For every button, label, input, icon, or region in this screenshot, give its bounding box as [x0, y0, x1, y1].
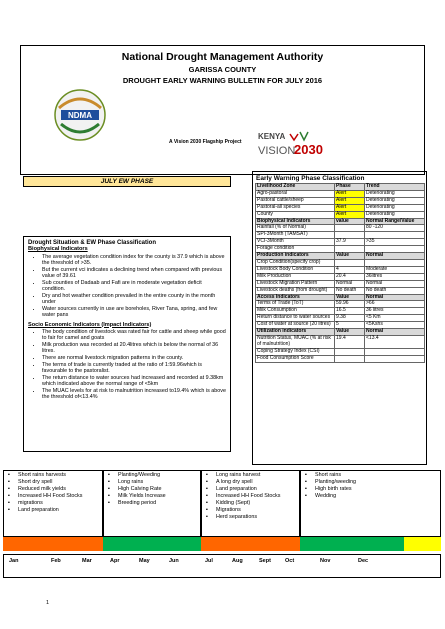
- table-cell: Deteriorating: [365, 197, 425, 204]
- list-item: ▪ Planting/Weeding: [118, 472, 198, 479]
- season-column: [300, 470, 441, 537]
- list-item: • But the current vci indicates a declining trend when compared with previous value of 39.61: [42, 267, 226, 280]
- list-item: ▪ migrations: [18, 500, 100, 507]
- table-cell: Livestock Body Condition: [256, 266, 335, 273]
- table-cell: VCI-3Month: [256, 239, 335, 246]
- season-bar-yellow: [404, 537, 441, 551]
- table-cell: 80 -120: [365, 225, 425, 232]
- list-item: • The MUAC levels for at risk to malnutrition increased to19.4% which is above the threshold of<13.4%: [42, 388, 226, 401]
- table-cell: Milk Consumption: [256, 308, 335, 315]
- table-cell: 20.4: [335, 273, 365, 280]
- seasonal-calendar: [3, 470, 441, 578]
- vision-logo-vision: VISION: [258, 145, 296, 157]
- table-cell: Alert: [335, 190, 365, 197]
- month-row: [3, 554, 441, 578]
- list-item: ▪ Short rains: [315, 472, 438, 479]
- list-item: • The return distance to water sources had increased and recorded at 9.38km which indicated above the normal range of <5km: [42, 375, 226, 388]
- list-item: • The terms of trade is currently traded at the ratio of 1:59.96which is favourable to the pastoralist.: [42, 362, 226, 375]
- table-cell: Milk Production: [256, 273, 335, 280]
- table-cell: Moderate: [365, 266, 425, 273]
- table-cell: Coping Strategy Index (CSI): [256, 348, 335, 355]
- table-cell: Deteriorating: [365, 190, 425, 197]
- ew-phase-banner: JULY EW PHASE: [23, 176, 231, 187]
- table-cell: Value: [335, 294, 365, 301]
- table-cell: 4: [335, 266, 365, 273]
- list-item: • Dry and hot weather condition prevailed in the entire county in the month under: [42, 293, 226, 306]
- table-cell: Livelihood Zone: [256, 184, 335, 191]
- table-cell: Alert: [335, 204, 365, 211]
- list-item: ▪ A long dry spell: [216, 479, 297, 486]
- list-item: • Milk production was recorded at 20.4litres which is below the normal of 36 litres.: [42, 342, 226, 355]
- table-cell: Pastoral cattle/sheep: [256, 197, 335, 204]
- month-label: Nov: [320, 558, 331, 564]
- table-cell: Livestock deaths (from drought): [256, 287, 335, 294]
- table-cell: Utilization indicators: [256, 329, 335, 336]
- table-cell: Normal: [365, 294, 425, 301]
- table-cell: value: [335, 218, 365, 225]
- table-cell: Phase: [335, 184, 365, 191]
- season-bar-green: [300, 537, 404, 551]
- table-cell: Return distance to water sources: [256, 315, 335, 322]
- table-cell: Deteriorating: [365, 204, 425, 211]
- table-cell: <5Kshs: [365, 322, 425, 329]
- list-item: ▪ Planting/weeding: [315, 479, 438, 486]
- table-cell: Normal Range/Value: [365, 218, 425, 225]
- table-cell: Nutrition Status, MUAC (% at risk of malnutrition): [256, 335, 335, 348]
- page-number: 1: [46, 600, 50, 606]
- table-cell: Alert: [335, 197, 365, 204]
- table-cell: Forage condition: [256, 246, 335, 253]
- list-item: ▪ Kidding (Sept): [216, 500, 297, 507]
- authority-title: National Drought Management Authority: [121, 51, 324, 63]
- list-item: ▪ Wedding: [315, 493, 438, 500]
- biophysical-title: Biophysical Indicators: [28, 246, 88, 253]
- list-item: • Sub counties of Dadaab and Fafi are in moderate vegetation deficit condition.: [42, 280, 226, 293]
- table-cell: Deteriorating: [365, 211, 425, 218]
- table-cell: Crop Condition(specify crop): [256, 259, 335, 266]
- vision-2030-logo: [256, 126, 328, 162]
- table-cell: Livestock Migration Pattern: [256, 280, 335, 287]
- table-cell: [335, 355, 365, 362]
- month-label: Oct: [285, 558, 295, 564]
- list-item: ▪ Breeding period: [118, 500, 198, 507]
- table-cell: Value: [335, 253, 365, 260]
- list-item: ▪ Land preparation: [18, 507, 100, 514]
- month-label: Jan: [9, 558, 19, 564]
- month-label: Mar: [82, 558, 92, 564]
- table-cell: No death: [365, 287, 425, 294]
- table-cell: [335, 259, 365, 266]
- list-item: ▪ High birth rates: [315, 486, 438, 493]
- table-cell: >66: [365, 301, 425, 308]
- month-label: Sept: [259, 558, 271, 564]
- table-cell: 59.96: [335, 301, 365, 308]
- list-item: • Water sources currently in use are boreholes, River Tana, spring, and few water pans: [42, 306, 226, 319]
- ndma-logo: [53, 88, 107, 142]
- month-label: Jul: [205, 558, 213, 564]
- table-cell: Cost of water at source (20 litres): [256, 322, 335, 329]
- month-label: May: [139, 558, 150, 564]
- table-cell: [335, 225, 365, 232]
- table-cell: Biophysical Indicators: [256, 218, 335, 225]
- bulletin-title: DROUGHT EARLY WARNING BULLETIN FOR JULY 2016: [122, 76, 323, 85]
- ndma-logo-text: NDMA: [68, 111, 92, 120]
- season-bar-orange: [201, 537, 300, 551]
- month-label: Jun: [169, 558, 179, 564]
- season-bar-orange: [3, 537, 103, 551]
- table-row: [256, 287, 425, 294]
- table-cell: SPI-3Month (TAMSAT): [256, 232, 335, 239]
- list-item: ▪ Long rains harvest: [216, 472, 297, 479]
- list-item: ▪ High Calving Rate: [118, 486, 198, 493]
- month-label: Dec: [358, 558, 369, 564]
- list-item: ▪ Milk Yields Increase: [118, 493, 198, 500]
- table-cell: Normal: [365, 253, 425, 260]
- vision-logo-year: 2030: [294, 142, 323, 157]
- table-cell: 5: [335, 322, 365, 329]
- list-item: ▪ Increased HH Food Stocks: [216, 493, 297, 500]
- list-item: • The body condition of livestock was rated fair for cattle and sheep while good to fair for camel and goats: [42, 329, 226, 342]
- table-cell: Value: [335, 329, 365, 336]
- table-cell: County: [256, 211, 335, 218]
- table-cell: Food Consumption Score: [256, 355, 335, 362]
- list-item: ▪ Increased HH Food Stocks: [18, 493, 100, 500]
- table-cell: Pastoral-all species: [256, 204, 335, 211]
- table-cell: [335, 348, 365, 355]
- socio-list: [28, 329, 226, 401]
- table-cell: >35: [365, 239, 425, 246]
- table-cell: Normal: [365, 329, 425, 336]
- season-column: [201, 470, 300, 537]
- list-item: • There are normal livestock migration patterns in the county.: [42, 355, 226, 361]
- season-bar-green: [103, 537, 201, 551]
- biophysical-list: [28, 254, 226, 319]
- table-cell: Production indicators: [256, 253, 335, 260]
- bulletin-header: [20, 45, 425, 175]
- list-item: ▪ Migrations: [216, 507, 297, 514]
- table-cell: Alert: [335, 211, 365, 218]
- table-cell: Rainfall (% of Normal): [256, 225, 335, 232]
- table-cell: Normal: [335, 280, 365, 287]
- table-cell: 9.38: [335, 315, 365, 322]
- list-item: ▪ Land preparation: [216, 486, 297, 493]
- table-row: [256, 335, 425, 348]
- list-item: ▪ Reduced milk yields: [18, 486, 100, 493]
- flagship-text: A Vision 2030 Flagship Project: [169, 139, 242, 145]
- table-cell: 36 litres: [365, 308, 425, 315]
- situation-title: Drought Situation & EW Phase Classification: [28, 240, 157, 246]
- table-cell: 37.9: [335, 239, 365, 246]
- table-cell: Agro-pastoral: [256, 190, 335, 197]
- month-label: Aug: [232, 558, 243, 564]
- list-item: ▪ Short rains harvests: [18, 472, 100, 479]
- table-cell: No death: [335, 287, 365, 294]
- table-cell: Normal: [365, 280, 425, 287]
- list-item: ▪ Herd separations: [216, 514, 297, 521]
- table-cell: [365, 348, 425, 355]
- table-row: [256, 355, 425, 362]
- socio-title: Socio Economic Indicators (Impact Indicators): [28, 321, 152, 328]
- season-column: [103, 470, 201, 537]
- ew-table-title: Early Warning Phase Classification: [256, 175, 365, 182]
- table-cell: 36litres: [365, 273, 425, 280]
- month-label: Feb: [51, 558, 61, 564]
- table-cell: Access Indicators: [256, 294, 335, 301]
- table-cell: <5 Km: [365, 315, 425, 322]
- ew-classification-panel: [252, 171, 427, 465]
- table-cell: 16.5: [335, 308, 365, 315]
- county-title: GARISSA COUNTY: [188, 65, 257, 74]
- table-cell: [365, 355, 425, 362]
- vision-logo-kenya: KENYA: [258, 132, 286, 141]
- table-cell: <13.4: [365, 335, 425, 348]
- list-item: • The average vegetation condition index for the county is 37.9 which is above the threshold of >35.: [42, 254, 226, 267]
- season-column: [3, 470, 103, 537]
- table-cell: 19.4: [335, 335, 365, 348]
- month-label: Apr: [110, 558, 120, 564]
- table-cell: Trend: [365, 184, 425, 191]
- list-item: ▪ Short dry spell: [18, 479, 100, 486]
- ew-table: [255, 183, 425, 363]
- table-row: [256, 211, 425, 218]
- list-item: ▪ Long rains: [118, 479, 198, 486]
- table-cell: Terms of Trade (ToT): [256, 301, 335, 308]
- drought-situation-box: [23, 236, 231, 452]
